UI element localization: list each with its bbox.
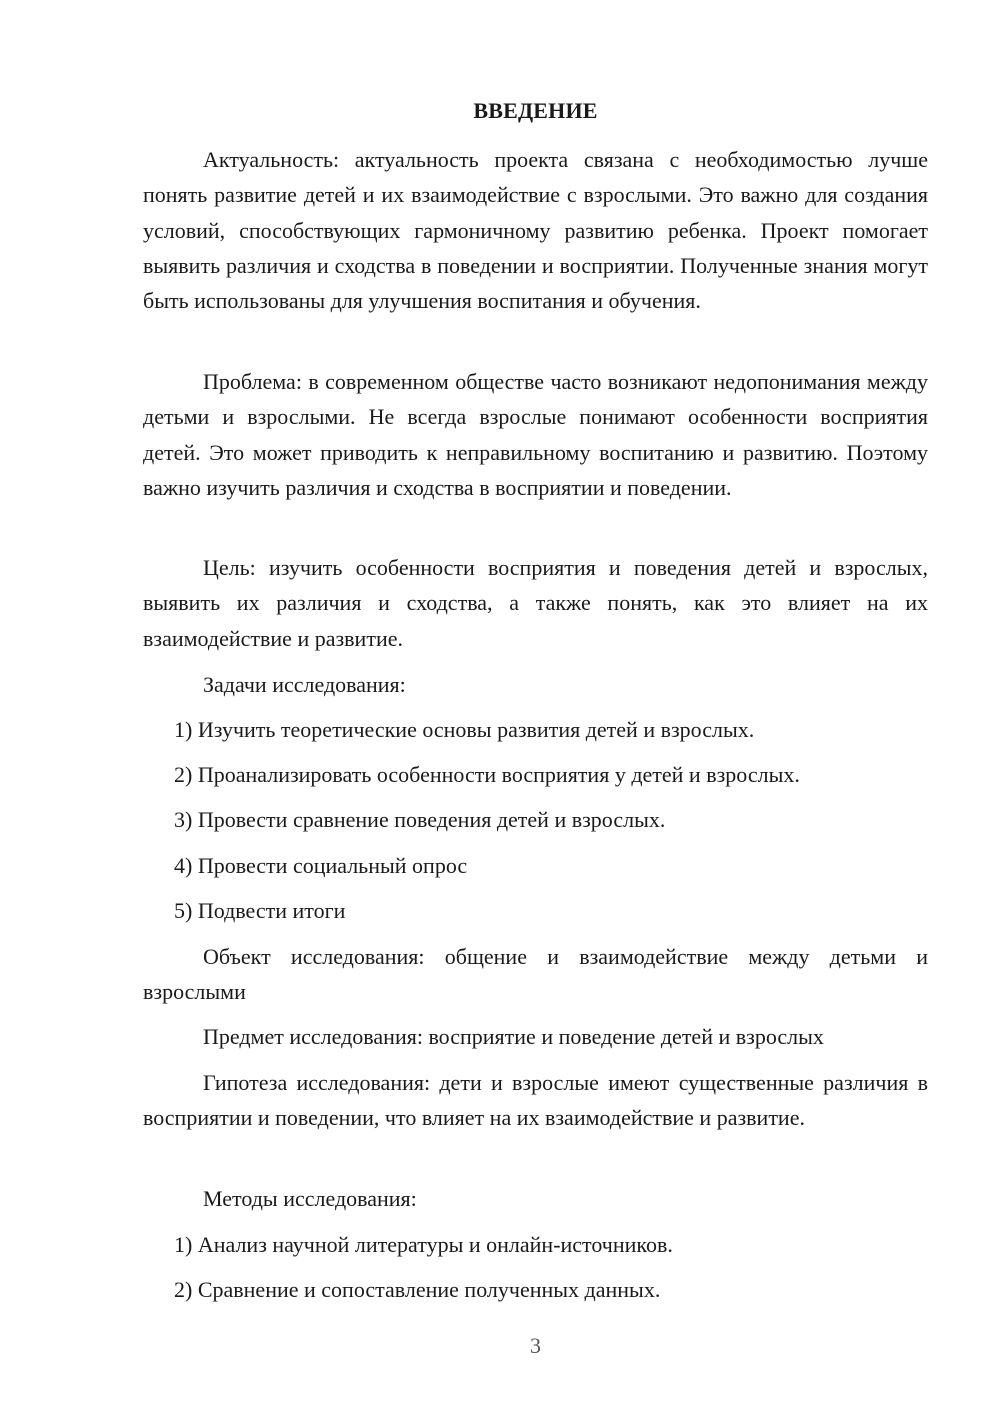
problem-paragraph: Проблема: в современном обществе часто возникают недопонимания между детьми и взрослыми. Не всегда взрослые понимают особенности восприятия детей. Это может приводить к неправильному воспитанию и развитию. Поэтому важно изучить различия и сходства в восприятии и поведении. xyxy=(143,369,928,500)
relevance-paragraph: Актуальность: актуальность проекта связана с необходимостью лучше понять развитие детей и их взаимодействие с взрослыми. Это важно для создания условий, способствующих гармоничному развитию ребенка. Проект помогает выявить различия и сходства в поведении и восприятии. Полученные знания могут быть использованы для улучшения воспитания и обучения. xyxy=(143,147,928,314)
methods-heading: Методы исследования: xyxy=(203,1186,417,1211)
task-item: 5) Подвести итоги xyxy=(174,898,346,923)
page-number: 3 xyxy=(530,1333,541,1358)
method-item: 1) Анализ научной литературы и онлайн-источников. xyxy=(174,1232,673,1257)
task-item: 1) Изучить теоретические основы развития детей и взрослых. xyxy=(174,717,755,742)
goal-paragraph: Цель: изучить особенности восприятия и поведения детей и взрослых, выявить их различия и сходства, а также понять, как это влияет на их взаимодействие и развитие. xyxy=(143,555,928,651)
document-page xyxy=(143,0,928,1414)
subject-paragraph: Предмет исследования: восприятие и поведение детей и взрослых xyxy=(203,1024,824,1049)
tasks-heading: Задачи исследования: xyxy=(203,672,406,697)
page-title: ВВЕДЕНИЕ xyxy=(473,98,598,123)
hypothesis-paragraph: Гипотеза исследования: дети и взрослые имеют существенные различия в восприятии и поведении, что влияет на их взаимодействие и развитие. xyxy=(143,1070,928,1131)
task-item: 2) Проанализировать особенности восприятия у детей и взрослых. xyxy=(174,762,800,787)
object-paragraph: Объект исследования: общение и взаимодействие между детьми и взрослыми xyxy=(143,944,928,1005)
task-item: 4) Провести социальный опрос xyxy=(174,853,468,878)
method-item: 2) Сравнение и сопоставление полученных данных. xyxy=(174,1277,661,1302)
task-item: 3) Провести сравнение поведения детей и взрослых. xyxy=(174,807,666,832)
